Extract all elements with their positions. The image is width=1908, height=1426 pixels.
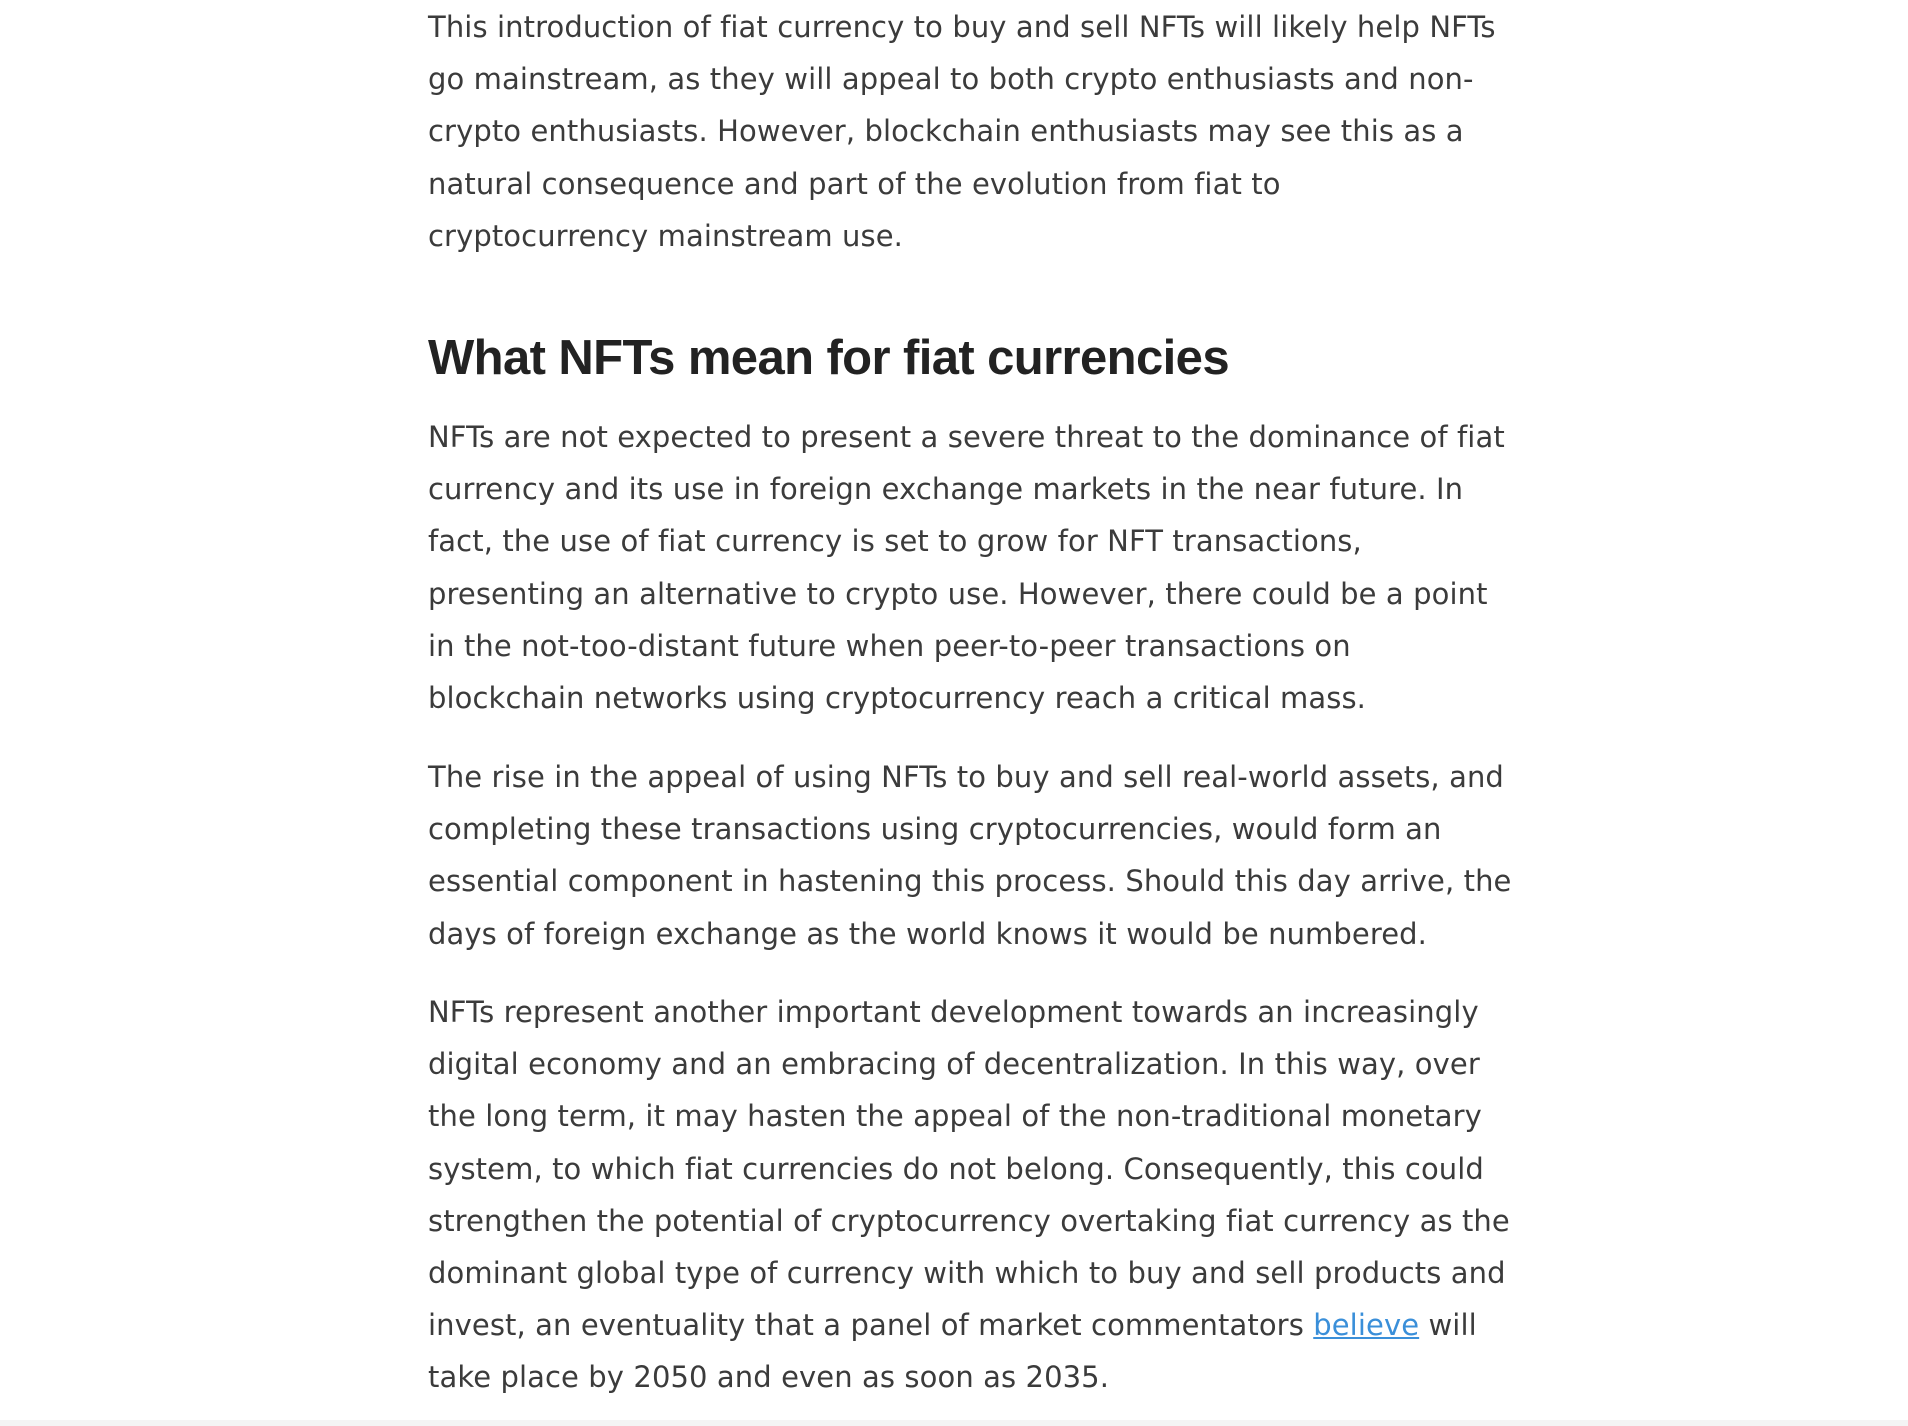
paragraph-line: currency and its use in foreign exchange markets in the near future. In: [428, 472, 1464, 507]
paragraph-line: digital economy and an embracing of decentralization. In this way, over: [428, 1047, 1480, 1082]
intro-paragraph: [428, 1, 1496, 262]
section-heading: What NFTs mean for fiat currencies: [428, 331, 1229, 385]
paragraph-line: the long term, it may hasten the appeal of the non-traditional monetary: [428, 1099, 1482, 1134]
paragraph-line: blockchain networks using cryptocurrency reach a critical mass.: [428, 681, 1366, 716]
digital-economy-paragraph: [428, 986, 1510, 1404]
link-line-after: will: [1419, 1308, 1477, 1343]
paragraph-line: presenting an alternative to crypto use. However, there could be a point: [428, 576, 1488, 611]
bottom-edge-shade: [0, 1420, 1908, 1426]
paragraph-line: go mainstream, as they will appeal to both crypto enthusiasts and non-: [428, 62, 1474, 97]
paragraph-line: The rise in the appeal of using NFTs to buy and sell real-world assets, and: [428, 760, 1504, 794]
paragraph-line: completing these transactions using cryptocurrencies, would form an: [428, 812, 1442, 847]
paragraph-line: NFTs represent another important development towards an increasingly: [428, 995, 1479, 1029]
paragraph-line: strengthen the potential of cryptocurrency overtaking fiat currency as the: [428, 1203, 1510, 1238]
paragraph-line: natural consequence and part of the evolution from fiat to: [428, 166, 1281, 201]
paragraph-line: system, to which fiat currencies do not belong. Consequently, this could: [428, 1151, 1484, 1186]
paragraph-line: This introduction of fiat currency to buy and sell NFTs will likely help NFTs: [428, 10, 1496, 44]
paragraph-line: days of foreign exchange as the world knows it would be numbered.: [428, 916, 1427, 951]
paragraph-line: crypto enthusiasts. However, blockchain enthusiasts may see this as a: [428, 114, 1464, 149]
rise-paragraph: [428, 751, 1512, 960]
paragraph-line: cryptocurrency mainstream use.: [428, 218, 903, 253]
paragraph-line: fact, the use of fiat currency is set to grow for NFT transactions,: [428, 524, 1362, 559]
believe-link[interactable]: believe: [1313, 1308, 1420, 1343]
paragraph-line: essential component in hastening this process. Should this day arrive, the: [428, 864, 1512, 899]
threat-paragraph: [428, 411, 1505, 724]
paragraph-line: take place by 2050 and even as soon as 2035.: [428, 1360, 1110, 1395]
paragraph-line: dominant global type of currency with which to buy and sell products and: [428, 1256, 1506, 1291]
link-line-before: invest, an eventuality that a panel of market commentators: [428, 1308, 1314, 1343]
paragraph-line-with-link: [428, 1299, 1510, 1351]
paragraph-line: in the not-too-distant future when peer-to-peer transactions on: [428, 628, 1351, 663]
paragraph-line: NFTs are not expected to present a severe threat to the dominance of fiat: [428, 420, 1505, 454]
